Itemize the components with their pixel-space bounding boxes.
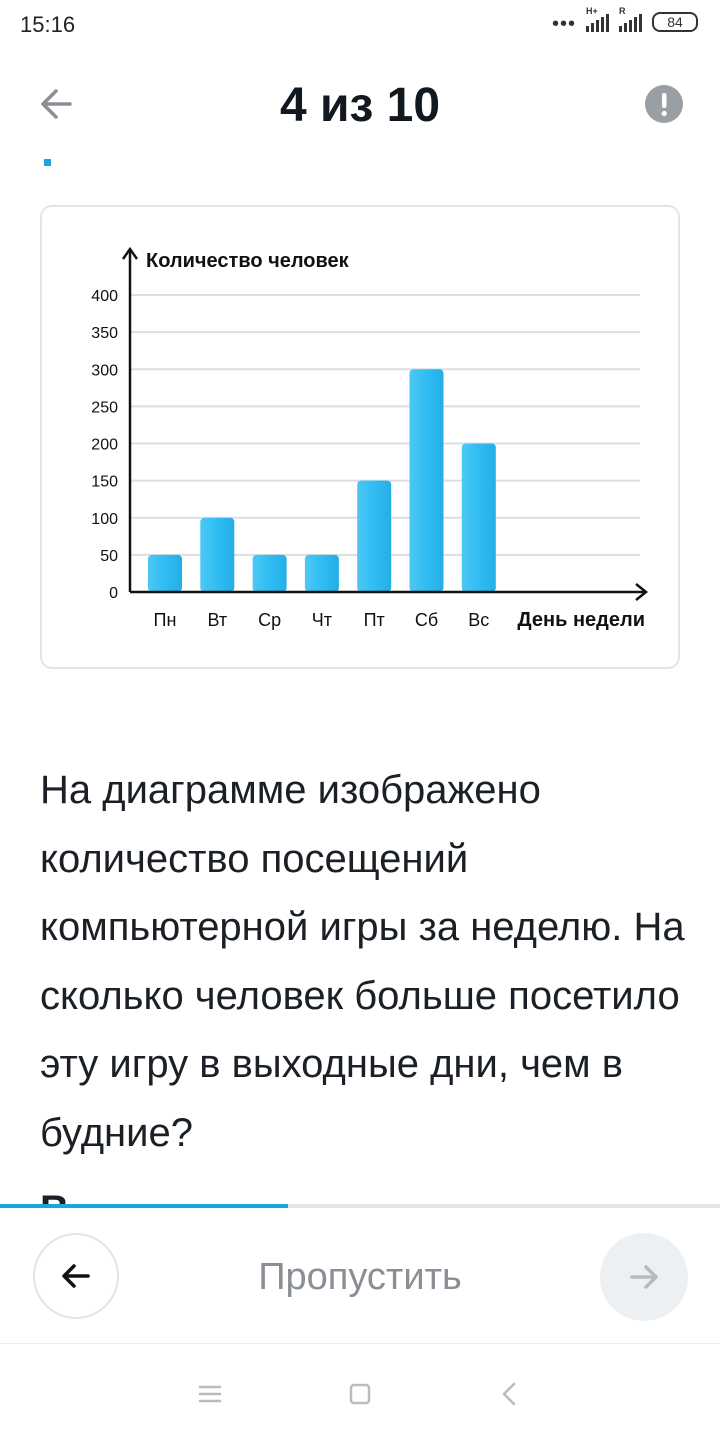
bar-Чт xyxy=(305,555,339,592)
signal-roaming-icon xyxy=(619,6,642,32)
system-navigation-bar xyxy=(0,1343,720,1440)
question-text: На диаграмме изображено количество посещений компьютерной игры за неделю. На сколько человек больше посетило эту игру в выходные дни, чем в будние? xyxy=(40,768,685,1155)
menu-icon[interactable] xyxy=(192,1376,228,1412)
chart-card xyxy=(40,205,680,669)
x-tick-label: Сб xyxy=(414,610,439,630)
bar-Вс xyxy=(462,444,496,593)
y-tick-label: 300 xyxy=(91,362,118,380)
more-dots-icon: ••• xyxy=(551,13,576,35)
x-tick-label: Вс xyxy=(468,610,490,630)
bar-Вт xyxy=(200,518,234,592)
bar-Пн xyxy=(148,555,182,592)
battery-level: 84 xyxy=(667,14,683,30)
status-time: 15:16 xyxy=(20,12,76,37)
y-tick-label: 350 xyxy=(91,325,118,343)
x-axis-label: День недели xyxy=(517,609,645,631)
next-button[interactable] xyxy=(600,1233,688,1321)
y-tick-label: 150 xyxy=(91,473,118,491)
step-indicator xyxy=(44,159,51,166)
x-tick-label: Вт xyxy=(207,610,228,630)
x-tick-label: Ср xyxy=(258,610,282,630)
y-tick-label: 200 xyxy=(91,436,118,454)
x-tick-label: Чт xyxy=(311,610,333,630)
x-tick-label: Пт xyxy=(363,610,385,630)
question-text-continuation xyxy=(40,1190,69,1204)
roaming-label: R xyxy=(619,6,626,16)
previous-button[interactable] xyxy=(33,1233,119,1319)
network-type-label: H+ xyxy=(586,6,598,16)
battery-icon xyxy=(652,12,698,32)
y-tick-label: 100 xyxy=(91,510,118,528)
home-square-icon[interactable] xyxy=(342,1376,378,1412)
status-bar xyxy=(0,0,720,50)
bar-Ср xyxy=(253,555,287,592)
skip-button[interactable]: Пропустить xyxy=(258,1256,462,1298)
report-icon[interactable] xyxy=(644,84,684,124)
y-tick-label: 50 xyxy=(100,547,118,565)
y-axis-label: Количество человек xyxy=(146,250,349,272)
y-tick-label: 0 xyxy=(109,585,118,602)
bottom-bar xyxy=(0,1208,720,1343)
bar-Пт xyxy=(357,481,391,592)
arrow-left-icon xyxy=(59,1259,93,1293)
question-counter: 4 из 10 xyxy=(279,79,441,132)
chevron-left-icon[interactable] xyxy=(492,1376,528,1412)
bar-chart xyxy=(42,207,682,671)
y-tick-label: 400 xyxy=(91,288,118,305)
status-icons xyxy=(551,6,698,35)
bar-Сб xyxy=(410,369,444,592)
arrow-right-icon xyxy=(627,1260,661,1294)
y-tick-label: 250 xyxy=(91,399,118,417)
signal-icon xyxy=(586,6,609,32)
x-tick-label: Пн xyxy=(153,610,177,630)
header xyxy=(0,60,720,150)
